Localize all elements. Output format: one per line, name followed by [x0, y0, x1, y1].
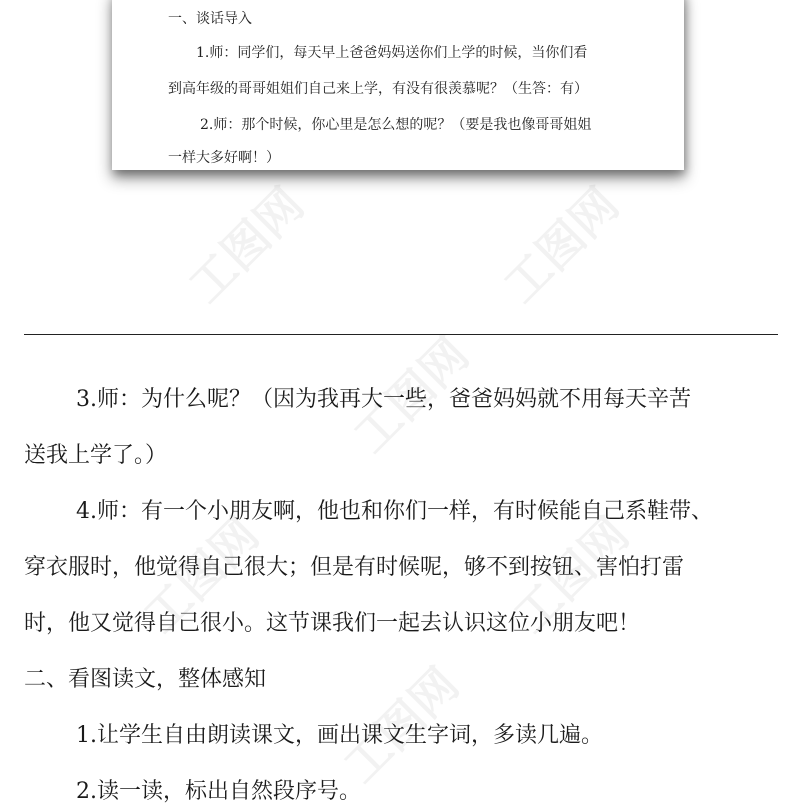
paragraph-line: 送我上学了。）: [24, 443, 168, 468]
paragraph-line: 一样大多好啊！）: [168, 150, 280, 166]
section-heading: 二、看图读文，整体感知: [24, 667, 267, 692]
paragraph-line: 2.师：那个时候，你心里是怎么想的呢？（要是我也像哥哥姐姐: [200, 117, 592, 133]
document-preview-card: [112, 0, 684, 170]
section-heading: 一、谈话导入: [168, 11, 252, 27]
list-item: 1.让学生自由朗读课文，画出课文生字词，多读几遍。: [76, 723, 603, 748]
paragraph-line: 时，他又觉得自己很小。这节课我们一起去认识这位小朋友吧！: [24, 611, 641, 636]
paragraph-line: 到高年级的哥哥姐姐们自己来上学，有没有很羡慕呢？（生答：有）: [168, 81, 588, 97]
watermark: 工图网: [333, 657, 470, 794]
paragraph-line: 3.师：为什么呢？（因为我再大一些，爸爸妈妈就不用每天辛苦: [76, 387, 691, 412]
watermark: 工图网: [133, 507, 270, 644]
paragraph-line: 穿衣服时，他觉得自己很大；但是有时候呢，够不到按钮、害怕打雷: [24, 555, 685, 580]
divider: [24, 334, 778, 335]
watermark: 工图网: [503, 507, 640, 644]
watermark: 工图网: [343, 327, 480, 464]
watermark: 工图网: [178, 177, 315, 314]
paragraph-line: 1.师：同学们，每天早上爸爸妈妈送你们上学的时候，当你们看: [196, 45, 588, 61]
list-item: 2.读一读，标出自然段序号。: [76, 779, 361, 804]
paragraph-line: 4.师：有一个小朋友啊，他也和你们一样，有时候能自己系鞋带、: [76, 499, 713, 524]
watermark: 工图网: [493, 177, 630, 314]
